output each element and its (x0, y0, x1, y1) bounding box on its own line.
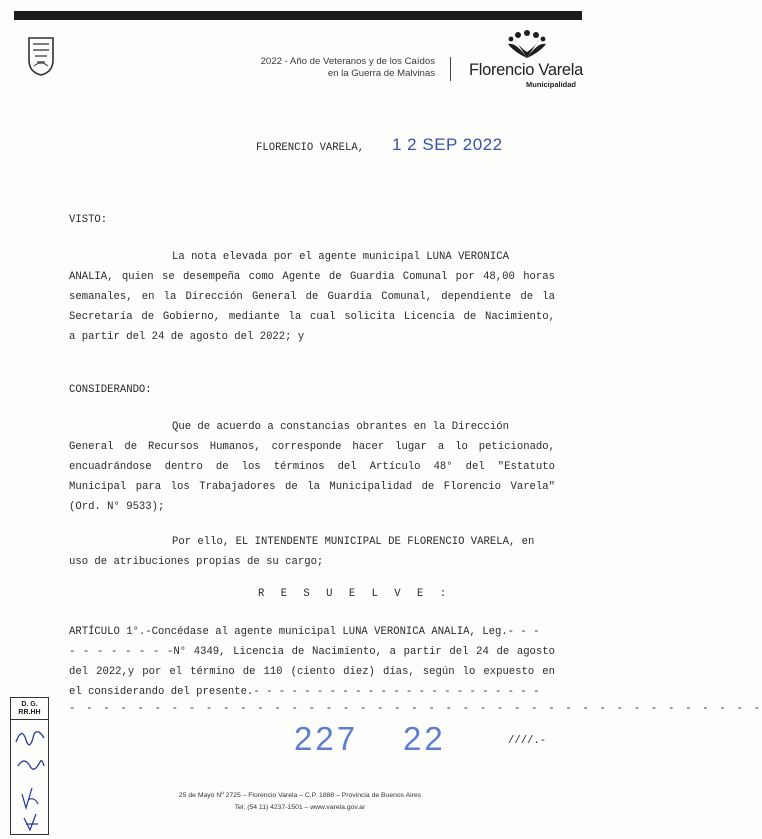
resolution-number: 227 (294, 720, 359, 757)
year-motto (240, 56, 435, 80)
considerando-line-5: (Ord. N° 9533); (69, 501, 165, 513)
continuation-mark: ////.- (508, 735, 547, 747)
visto-title: VISTO: (69, 214, 108, 226)
articulo-line-2: - - - - - - - -N° 4349, Licencia de Nacimiento, a partir del 24 de agosto (69, 646, 555, 658)
considerando-line-3: encuadrándose dentro de los términos del Artículo 48° del "Estatuto (69, 461, 555, 473)
flower-logo-icon (504, 30, 550, 60)
date-stamp: 1 2 SEP 2022 (392, 135, 503, 154)
visto-line-1: La nota elevada por el agente municipal LUNA VERONICA (172, 251, 509, 263)
visto-line-2: ANALIA, quien se desempeña como Agente de Guardia Comunal por 48,00 horas (69, 271, 555, 283)
scan-top-bar (14, 11, 582, 20)
stamp-line-1: D. G. (21, 701, 38, 708)
resolution-year: 22 (403, 720, 446, 757)
visto-line-3: semanales, en la Dirección General de Guardia Comunal, dependiente de la (69, 291, 555, 303)
articulo-line-4: el considerando del presente.- - - - - - - - - - - - - - - - - - - - - - - (69, 686, 540, 698)
footer (100, 790, 500, 814)
brand-block (466, 30, 586, 94)
motto-line-2: en la Guerra de Malvinas (327, 68, 435, 79)
considerando-line-4: Municipal para los Trabajadores de la Municipalidad de Florencio Varela" (69, 481, 555, 493)
stamp-divider (11, 719, 48, 720)
dash-filler-line: - - - - - - - - - - - - - - - - - - - - - - - - - - - - - - - - - - - - - - - - - (69, 703, 762, 715)
considerando-title: CONSIDERANDO: (69, 384, 152, 396)
stamp-line-2: RR.HH (18, 709, 41, 716)
date-city: FLORENCIO VARELA, (256, 142, 365, 154)
considerando-line-2: General de Recursos Humanos, corresponde hacer lugar a lo peticionado, (69, 441, 555, 453)
footer-contact: Tel: (54 11) 4237-1501 – www.varela.gov.ar (234, 804, 366, 811)
footer-address: 25 de Mayo Nº 2725 – Florencio Varela – C.P. 1888 – Provincia de Buenos Aires (178, 792, 422, 799)
visto-line-5: a partir del 24 de agosto del 2022; y (69, 331, 305, 343)
articulo-line-3: del 2022,y por el término de 110 (ciento diez) días, según lo expuesto en (69, 666, 555, 678)
stamp-label (11, 701, 48, 717)
por-ello-line-1: Por ello, EL INTENDENTE MUNICIPAL DE FLORENCIO VARELA, en (172, 536, 535, 548)
por-ello-line-2: uso de atribuciones propias de su cargo; (69, 556, 324, 568)
considerando-line-1: Que de acuerdo a constancias obrantes en la Dirección (172, 421, 509, 433)
brand-name: Florencio Varela (468, 61, 584, 79)
initials-signatures (12, 722, 48, 832)
articulo-line-1: ARTÍCULO 1°.-Concédase al agente municipal LUNA VERONICA ANALIA, Leg.- - - (69, 626, 540, 638)
header-divider (450, 57, 451, 81)
motto-line-1: 2022 - Año de Veteranos y de los Caídos (260, 56, 435, 67)
resuelve-title: R E S U E L V E : (258, 588, 452, 600)
brand-subtitle: Municipalidad (526, 80, 577, 89)
municipal-seal-icon (26, 34, 56, 76)
visto-line-4: Secretaría de Gobierno, mediante la cual solicita Licencia de Nacimiento, (69, 311, 555, 323)
